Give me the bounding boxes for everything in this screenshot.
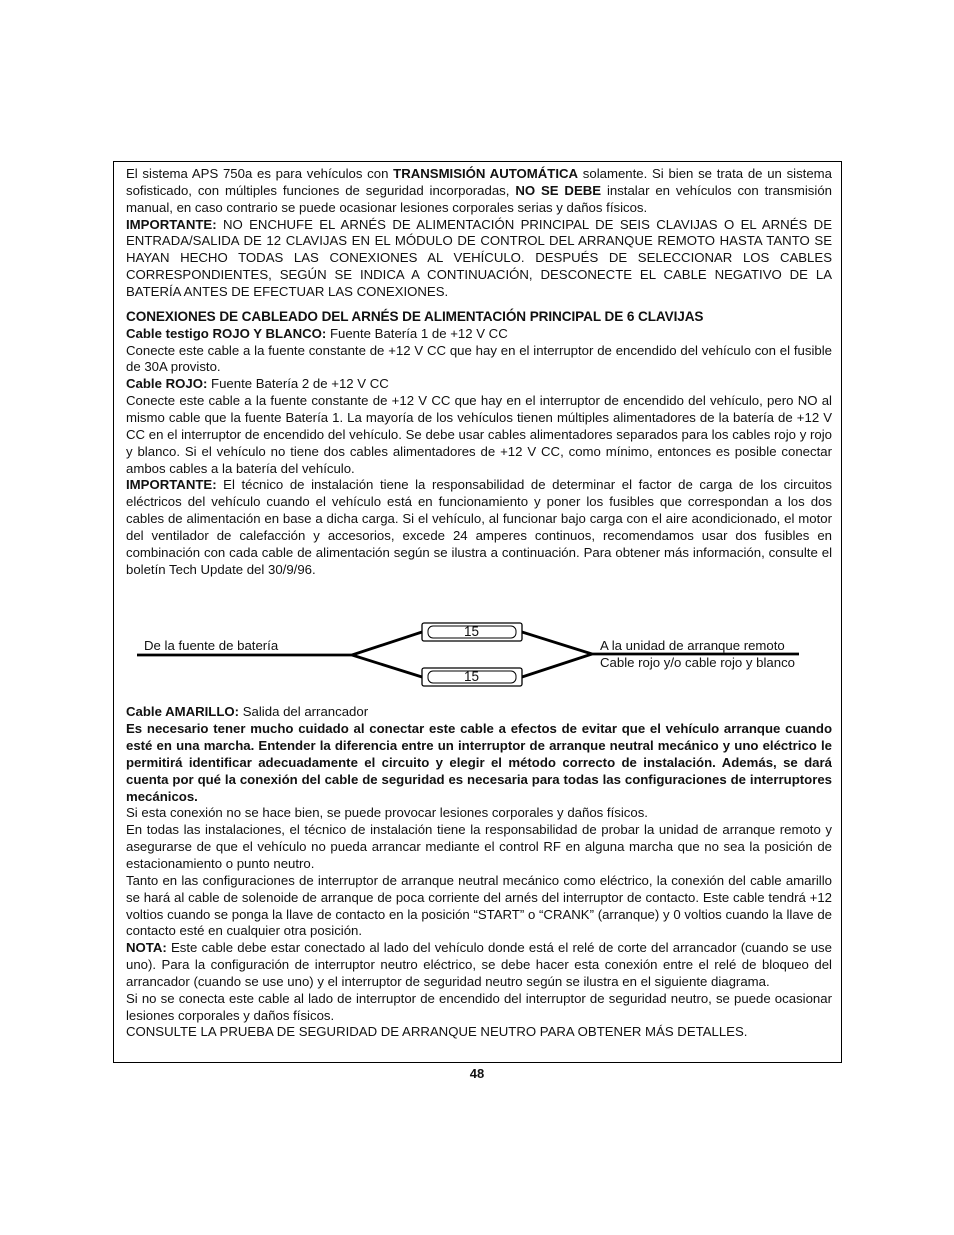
intro-bold-automatic: TRANSMISIÓN AUTOMÁTICA bbox=[393, 166, 579, 181]
spacer bbox=[126, 301, 832, 308]
note-text: Este cable debe estar conectado al lado del vehículo donde está el relé de corte del arrancador (cuando se use uno). Para la configuración de interruptor neutro eléctrico, se debe hacer esta conexión entre el relé de bloqueo del arrancador (cuando se use uno) y el interruptor de seguridad neutro según se ilustra en el siguiente diagrama. bbox=[126, 940, 832, 989]
important-text: NO ENCHUFE EL ARNÉS DE ALIMENTACIÓN PRINCIPAL DE SEIS CLAVIJAS O EL ARNÉS DE ENTRADA/SALIDA DE 12 CLAVIJAS EN EL MÓDULO DE CONTROL DEL ARRANQUE REMOTO HASTA TANTO SE HAYAN HECHO TODAS LAS CONEXIONES AL VEHÍCULO. DESPUÉS DE SELECCIONAR LOS CABLES CORRESPONDIENTES, SEGÚN SE INDICA A CONTINUACIÓN, DESCONECTE EL CABLE NEGATIVO DE LA BATERÍA ANTES DE EFECTUAR LAS CONEXIONES. bbox=[126, 216, 832, 299]
wire-branch-top-right bbox=[522, 632, 592, 654]
fuse-wiring-diagram bbox=[114, 578, 843, 704]
intro-text-3: instalar en vehículos con transmisión manual, en caso contrario se puede ocasionar lesiones corporales serias y daños físicos. bbox=[126, 182, 833, 215]
important-notice-1 bbox=[126, 217, 832, 301]
document-body bbox=[126, 166, 832, 1041]
note-label: NOTA: bbox=[126, 940, 167, 956]
label-from-battery: De la fuente de batería bbox=[144, 638, 279, 654]
intro-text-2: solamente. Si bien se trata de un sistema sofisticado, con múltiples funciones de seguridad incorporadas, bbox=[126, 166, 833, 198]
important-label: IMPORTANTE: bbox=[126, 216, 217, 232]
cable-yellow-title bbox=[126, 704, 832, 721]
cable-red-white-label: Cable testigo ROJO Y BLANCO: bbox=[126, 325, 327, 341]
intro-paragraph bbox=[126, 166, 832, 217]
important-label: IMPORTANTE: bbox=[126, 477, 217, 493]
cable-yellow-paragraph-1: Si esta conexión no se hace bien, se puede provocar lesiones corporales y daños físicos. bbox=[126, 805, 648, 821]
cable-yellow-value: Salida del arrancador bbox=[239, 704, 369, 720]
cable-yellow-paragraph-4: Si no se conecta este cable al lado de interruptor de encendido del interruptor de seguridad neutro, se puede ocasionar lesiones corporales y daños físicos. bbox=[126, 990, 832, 1023]
cable-red-white-description: Conecte este cable a la fuente constante de +12 V CC que hay en el interruptor de encendido del vehículo con el fusible de 30A provisto. bbox=[126, 342, 832, 375]
section-heading: CONEXIONES DE CABLEADO DEL ARNÉS DE ALIMENTACIÓN PRINCIPAL DE 6 CLAVIJAS bbox=[126, 308, 704, 324]
cable-red-label: Cable ROJO: bbox=[126, 376, 208, 392]
wire-branch-bottom-left bbox=[352, 655, 422, 677]
cable-yellow-label: Cable AMARILLO: bbox=[126, 704, 240, 720]
cable-red-title bbox=[126, 376, 832, 393]
label-to-remote-start: A la unidad de arranque remoto bbox=[600, 638, 785, 654]
cable-red-white-title bbox=[126, 326, 832, 343]
cable-yellow-paragraph-5: CONSULTE LA PRUEBA DE SEGURIDAD DE ARRANQUE NEUTRO PARA OBTENER MÁS DETALLES. bbox=[126, 1024, 748, 1040]
cable-yellow-paragraph-3: Tanto en las configuraciones de interruptor de arranque neutral mecánico como eléctrico, la conexión del cable amarillo se hará al cable de solenoide de arranque de poca corriente del arnés del interruptor de contacto. Este cable tendrá +12 voltios cuando se ponga la llave de contacto en la posición “START” o “CRANK” (arranque) y 0 voltios cuando la llave de contacto esté en cualquier otra posición. bbox=[126, 872, 832, 939]
important-text: El técnico de instalación tiene la responsabilidad de determinar el factor de carga de los circuitos eléctricos del vehículo cuando el vehículo está en funcionamiento y poner los fusibles que correspondan a los dos cables de alimentación en base a dicha carga. Si el vehículo, al funcionar bajo carga con el aire acondicionado, el motor del ventilador de calefacción y accesorios, excede 24 amperes continuos, recomendamos usar dos fusibles en combinación con cada cable de alimentación según se ilustra a continuación. Para obtener más información, consulte el boletín Tech Update del 30/9/96. bbox=[126, 477, 832, 577]
wire-branch-top-left bbox=[352, 632, 422, 655]
fuse-bottom-rating: 15 bbox=[464, 669, 480, 685]
cable-red-value: Fuente Batería 2 de +12 V CC bbox=[207, 376, 389, 392]
intro-bold-no-debe: NO SE DEBE bbox=[515, 182, 602, 198]
page-number: 48 bbox=[469, 1066, 485, 1081]
important-notice-2 bbox=[126, 477, 832, 578]
cable-yellow-warning: Es necesario tener mucho cuidado al conectar este cable a efectos de evitar que el vehículo arranque cuando esté en una marcha. Entender la diferencia entre un interruptor de arranque neutral mecánico y uno eléctrico le permitirá identificar adecuadamente el circuito y elegir el método correcto de instalación. Además, se dará cuenta por qué la conexión del cable de seguridad es necesaria para todas las configuraciones de interruptores mecánicos. bbox=[126, 721, 832, 804]
note-paragraph bbox=[126, 940, 832, 991]
cable-red-description: Conecte este cable a la fuente constante de +12 V CC que hay en el interruptor de encendido del vehículo, pero NO al mismo cable que la fuente Batería 1. La mayoría de los vehículos tienen múltiples alimentadores de la batería de +12 V CC en el interruptor de encendido del vehículo. Se debe usar cables alimentadores separados para los cables rojo y rojo y blanco. Si el vehículo no tiene dos cables alimentadores de +12 V CC, como mínimo, entonces es posible conectar ambos cables a la batería del vehículo. bbox=[126, 393, 832, 476]
content-frame bbox=[113, 161, 842, 1063]
label-cable-colors: Cable rojo y/o cable rojo y blanco bbox=[600, 655, 795, 671]
fuse-top-rating: 15 bbox=[464, 624, 480, 640]
intro-text-1: El sistema APS 750a es para vehículos con bbox=[126, 166, 394, 181]
wire-branch-bottom-right bbox=[522, 654, 592, 677]
cable-yellow-paragraph-2: En todas las instalaciones, el técnico de instalación tiene la responsabilidad de probar la unidad de arranque remoto y asegurarse de que el vehículo no pueda arrancar mediante el control RF en alguna marcha que no sea la posición de estacionamiento o punto neutro. bbox=[126, 822, 832, 871]
cable-red-white-value: Fuente Batería 1 de +12 V CC bbox=[326, 325, 508, 341]
